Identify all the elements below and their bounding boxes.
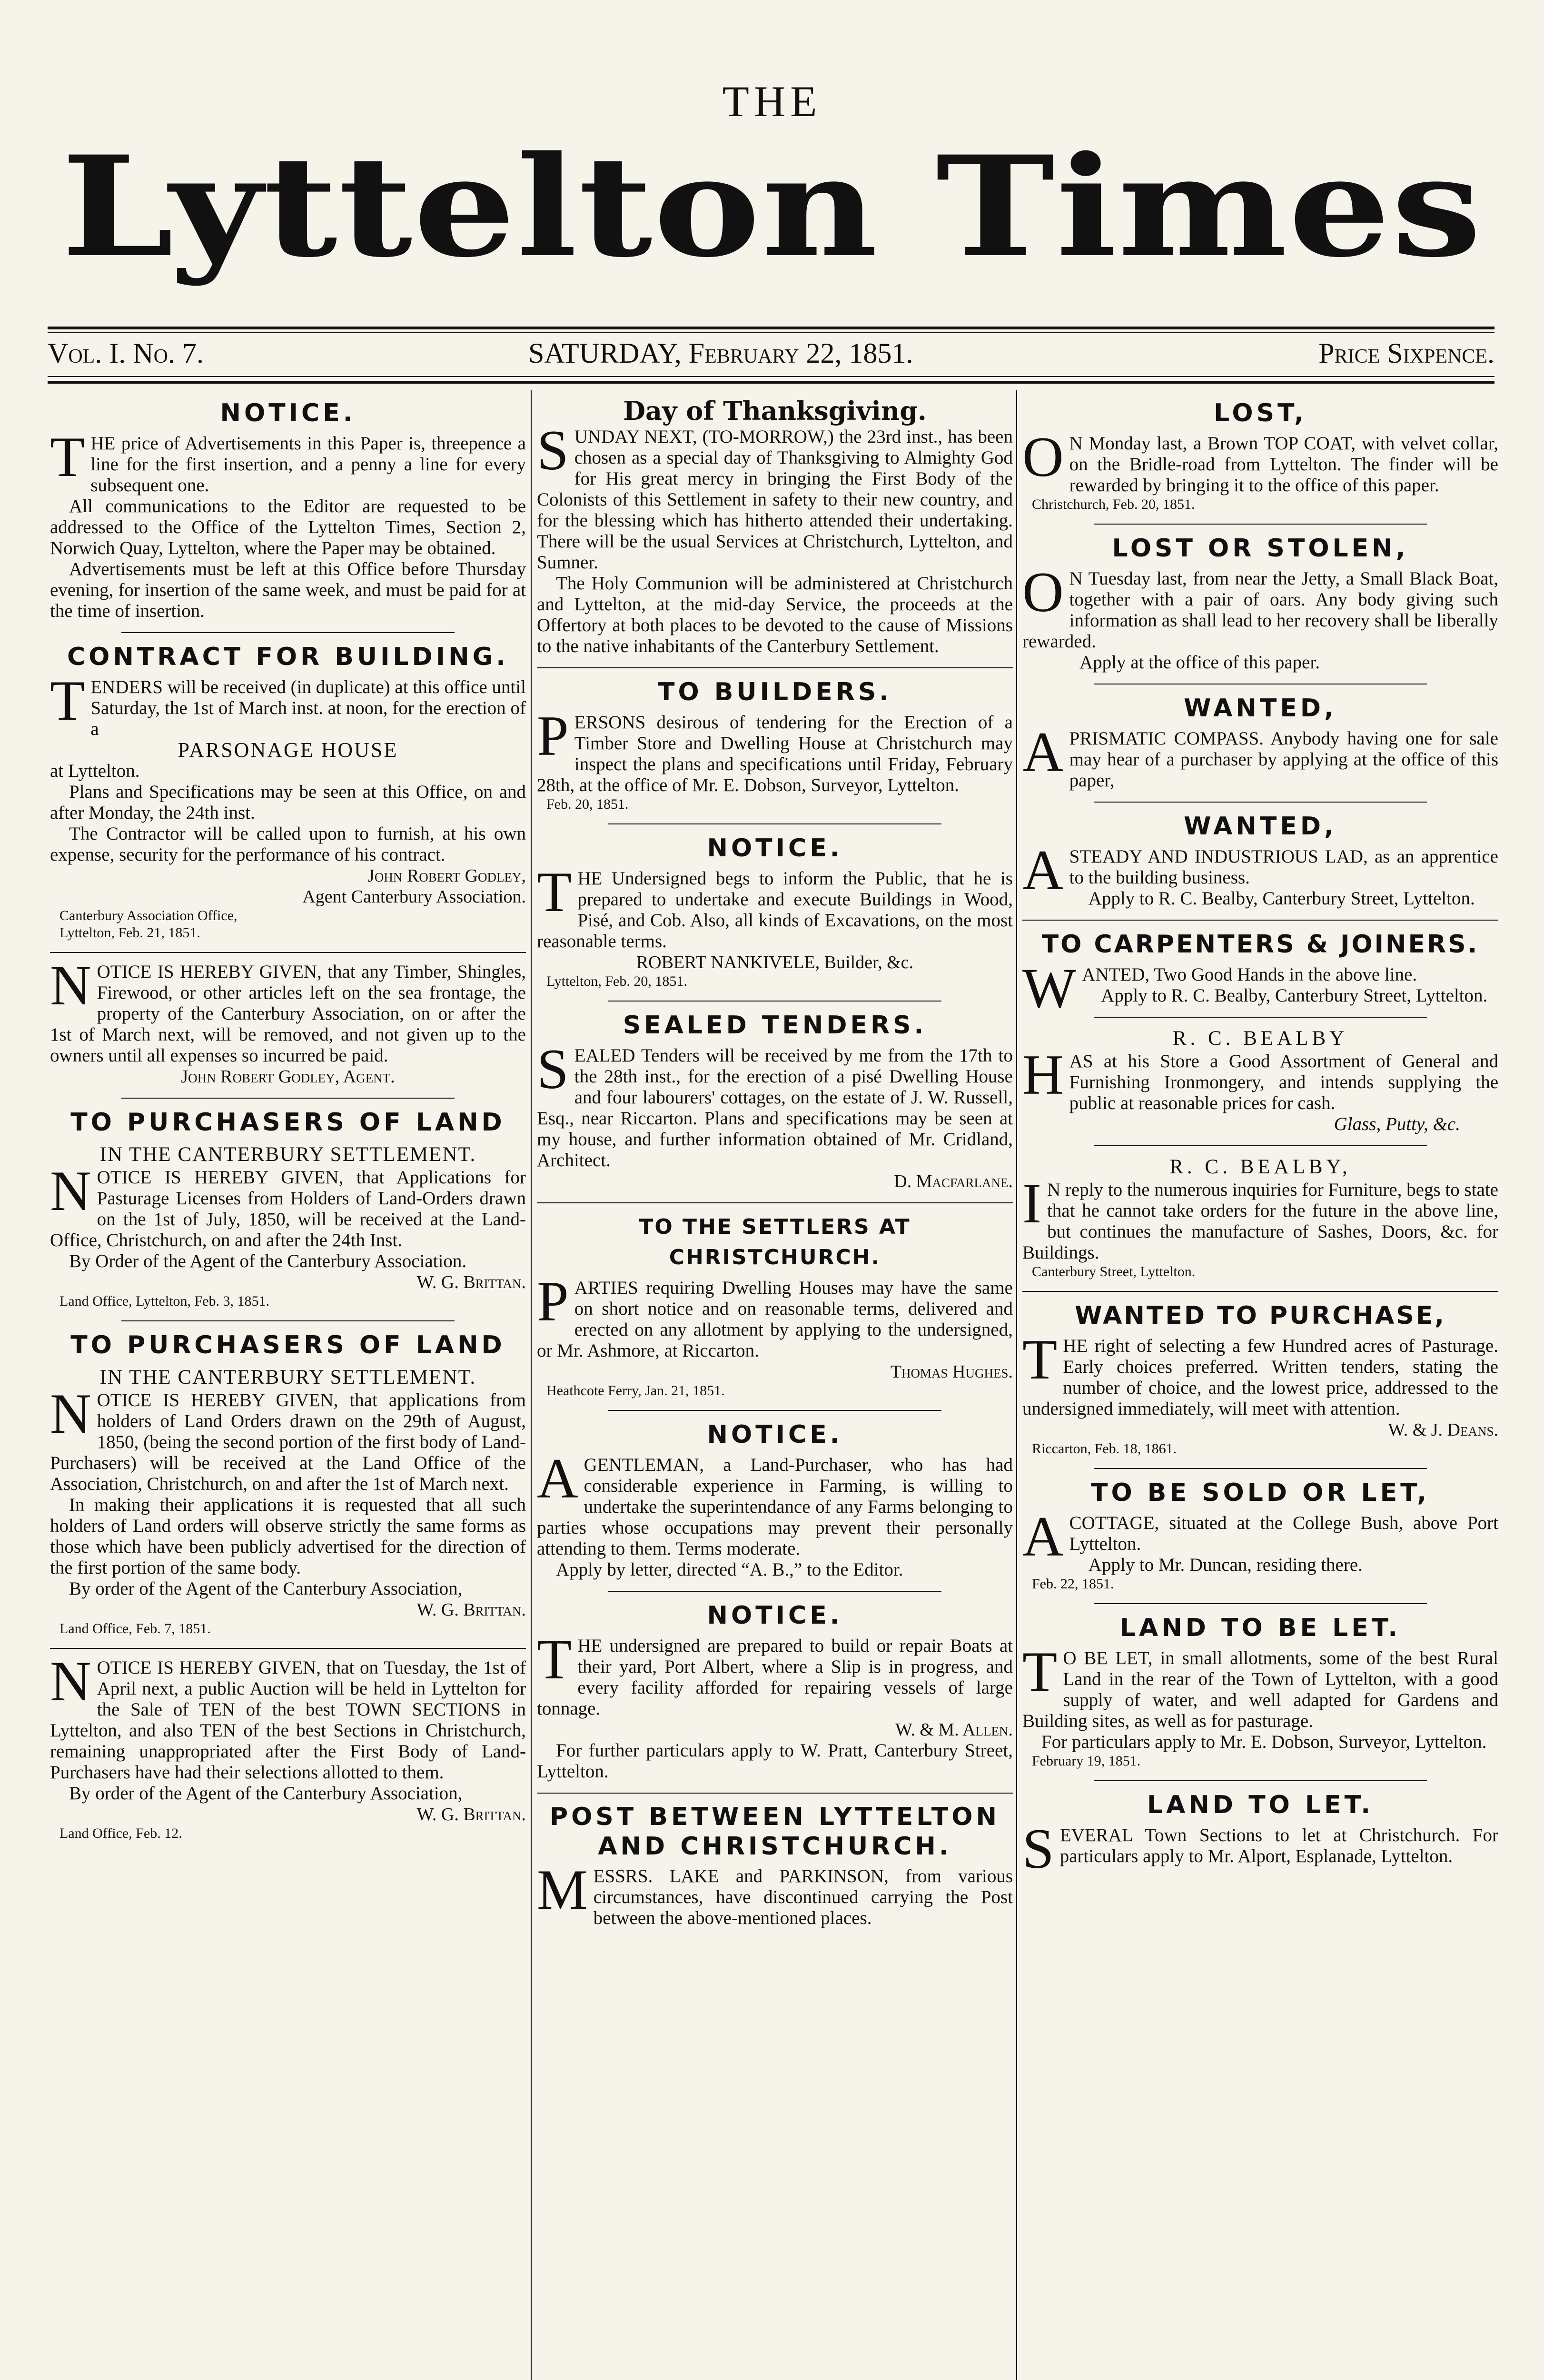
notice-thanksgiving: Day of Thanksgiving. SUNDAY NEXT, (TO-MORROW,) the 23rd inst., has been chosen as a special day of Thanksgiving to Almighty God for His great mercy in bringing the First Body of the Colonists of this Settlement in safety to their new country, and for the blessing which has hitherto attended their undertaking. There will be the usual Services at Christchurch, Lyttelton, and Sumner. The Holy Communion will be administered at Christchurch and Lyttelton, at the mid-day Service, the proceeds at the Offertory at both places to be devoted to the cause of Missions to the native inhabitants of the Canterbury Settlement. [537,396,1013,656]
notice-boats: NOTICE. THE undersigned are prepared to build or repair Boats at their yard, Port Albert, where a Slip is in progress, and every facility afforded for repairing vessels of large tonnage. W. & M. Allen. For further particulars apply to W. Pratt, Canterbury Street, Lyttelton. [537,1601,1013,1782]
notice-heading: WANTED, [1184,812,1337,841]
notice-heading: CONTRACT FOR BUILDING. [67,643,509,671]
notice-heading: NOTICE. [707,1601,843,1630]
notice-auction: NOTICE IS HEREBY GIVEN, that on Tuesday, the 1st of April next, a public Auction will be held in Lyttelton for the Sale of TEN of the best TOWN SECTIONS in Lyttelton, and also TEN of the best Sections in Christchurch, remaining unappropriated after the First Body of Land-Purchasers have had their selections allotted to them. By order of the Agent of the Canterbury Association, W. G. Brittan. Land Office, Feb. 12. [50,1649,526,1841]
notice-contract-building: CONTRACT FOR BUILDING. TENDERS will be received (in duplicate) at this office until Saturday, the 1st of March inst. at noon, for the erection of a PARSONAGE HOUSE at Lyttelton. Plans and Specifications may be seen at this Office, on and after Monday, the 24th inst. The Contractor will be called upon to furnish, at his own expense, security for the performance of his contract. John Robert Godley, Agent Canterbury Association. Canterbury Association Office, Lyttelton, Feb. 21, 1851. [50,643,526,941]
divider [1022,1291,1498,1292]
notice-heading: TO THE SETTLERS AT CHRISTCHURCH. [639,1215,911,1269]
column-2 [537,395,1013,2380]
price: Price Sixpence. [1318,337,1495,369]
notice-wanted-compass: WANTED, A PRISMATIC COMPASS. Anybody having one for sale may hear of a purchaser by applying at the office of this paper, [1022,694,1498,791]
notice-purchasers-land-2: TO PURCHASERS OF LAND IN THE CANTERBURY SETTLEMENT. NOTICE IS HEREBY GIVEN, that applications from holders of Land Orders drawn on the 29th of August, 1850, (being the second portion of the first body of Land-Purchasers) will be received at the Land Office of the Association, Christchurch, on and after the 1st of March next. In making their applications it is requested that all such holders of Land orders will observe strictly the same forms as those which have been publicly advertised for the direction of the first portion of the same body. By order of the Agent of the Canterbury Association, W. G. Brittan. Land Office, Feb. 7, 1851. [50,1331,526,1636]
notice-carpenters: TO CARPENTERS & JOINERS. WANTED, Two Good Hands in the above line. Apply to R. C. Bealby, Canterbury Street, Lyttelton. [1022,929,1498,1006]
notice-purchasers-land-1: TO PURCHASERS OF LAND IN THE CANTERBURY SETTLEMENT. NOTICE IS HEREBY GIVEN, that Applications for Pasturage Licenses from Holders of Land-Orders drawn on the 1st of July, 1850, will be received at the Land-Office, Christchurch, on and after the 24th Inst. By Order of the Agent of the Canterbury Association. W. G. Brittan. Land Office, Lyttelton, Feb. 3, 1851. [50,1108,526,1309]
masthead-rule [48,327,1495,329]
divider [50,1648,526,1649]
divider [121,1320,455,1321]
masthead-the: THE [722,77,822,126]
notice-sealed-tenders: SEALED TENDERS. SEALED Tenders will be received by me from the 17th to the 28th inst., for the erection of a pisé Dwelling House and four labourers' cottages, on the estate of J. W. Russell, Esq., near Riccarton. Plans and specifications may be seen at my house, and further information obtained of Mr. Cridland, Architect. D. Macfarlane. [537,1011,1013,1191]
divider [537,667,1013,668]
notice-wanted-purchase: WANTED TO PURCHASE, THE right of selecting a few Hundred acres of Pasturage. Early choices preferred. Written tenders, stating the number of choice, and the lowest price, addressed to the undersigned immediately, will meet with attention. W. & J. Deans. Riccarton, Feb. 18, 1861. [1022,1301,1498,1457]
notice-land-to-be-let: LAND TO BE LET. T O BE LET, in small allotments, some of the best Rural Land in the rear of the Town of Lyttelton, with a good supply of water, and well adapted for Gardens and Building sites, as well as for pasturage. For particulars apply to Mr. E. Dobson, Surveyor, Lyttelton. February 19, 1851. [1022,1614,1498,1769]
notice-lost-coat: LOST, O N Monday last, a Brown TOP COAT, with velvet collar, on the Bridle-road from Lyttelton. The finder will be rewarded by bringing it to the office of this paper. Christchurch, Feb. 20, 1851. [1022,399,1498,512]
notice-settlers-christchurch: TO THE SETTLERS AT CHRISTCHURCH. PARTIES requiring Dwelling Houses may have the same on short notice and on reasonable terms, delivered and erected on any allotment by applying to the undersigned, or Mr. Ashmore, at Riccarton. Thomas Hughes. Heathcote Ferry, Jan. 21, 1851. [537,1212,1013,1399]
notice-post: POST BETWEEN LYTTELTON AND CHRISTCHURCH. MESSRS. LAKE and PARKINSON, from various circumstances, have discontinued carrying the Post between the above-mentioned places. [537,1803,1013,1928]
divider [608,1591,941,1592]
divider [608,1001,941,1002]
dateline-rule-thick [48,381,1495,384]
masthead-rule-thin [48,332,1495,333]
divider [121,632,455,633]
notice-heading: WANTED TO PURCHASE, [1075,1301,1446,1330]
issue-date: SATURDAY, February 22, 1851. [528,337,913,369]
notice-heading: TO BUILDERS. [657,678,892,706]
notice-to-builders: TO BUILDERS. PERSONS desirous of tendering for the Erection of a Timber Store and Dwelling House at Christchurch may inspect the plans and specifications until Friday, February 28th, at the office of Mr. E. Dobson, Surveyor, Lyttelton. Feb. 20, 1851. [537,678,1013,812]
signature: John Robert Godley, [367,866,526,886]
column-1 [50,395,526,2380]
volume-number: Vol. I. No. 7. [48,337,204,369]
notice-heading: WANTED, [1184,694,1337,723]
divider [121,1098,455,1099]
divider [1094,1017,1427,1018]
column-rule [1016,390,1017,2380]
notice-nankivele: NOTICE. THE Undersigned begs to inform the Public, that he is prepared to undertake and execute Buildings in Wood, Pisé, and Cob. Also, all kinds of Excavations, on the most reasonable terms. ROBERT NANKIVELE, Builder, &c. Lyttelton, Feb. 20, 1851. [537,834,1013,989]
notice-wanted-lad: WANTED, A STEADY AND INDUSTRIOUS LAD, as an apprentice to the building business. Apply to R. C. Bealby, Canterbury Street, Lyttelton. [1022,812,1498,909]
notice-land-to-let: LAND TO LET. SEVERAL Town Sections to let at Christchurch. For particulars apply to Mr. Alport, Esplanade, Lyttelton. [1022,1791,1498,1880]
notice-heading: TO CARPENTERS & JOINERS. [1041,930,1479,959]
divider [1094,524,1427,525]
column-rule [531,390,532,2380]
notice-heading: LOST, [1214,399,1307,427]
divider [537,1202,1013,1203]
divider [1094,1603,1427,1604]
notice-heading: LOST OR STOLEN, [1112,534,1409,563]
notice-heading: Day of Thanksgiving. [623,396,927,426]
divider [608,823,941,824]
divider [537,1793,1013,1794]
notice-bealby-store: R. C. BEALBY HAS at his Store a Good Assortment of General and Furnishing Ironmongery, and intends supplying the public at reasonable prices for cash. Glass, Putty, &c. [1022,1027,1498,1134]
column-3 [1022,395,1498,2380]
masthead-title: Lyttelton Times [61,126,1483,288]
notice-heading: NOTICE. [220,399,356,427]
divider [1094,1468,1427,1469]
notice-lost-boat: LOST OR STOLEN, O N Tuesday last, from near the Jetty, a Small Black Boat, together with a pair of oars. Any body giving such information as shall lead to her recovery shall be liberally rewarded. Apply at the office of this paper. [1022,534,1498,673]
notice-heading: LAND TO LET. [1147,1791,1374,1819]
notice-heading: R. C. BEALBY, [1169,1156,1351,1178]
drop-cap: T [50,425,85,488]
notice-heading: LAND TO BE LET. [1119,1614,1401,1642]
dateline [48,337,1495,370]
notice-heading: TO PURCHASERS OF LAND [70,1108,505,1137]
notice-heading: SEALED TENDERS. [623,1011,927,1040]
notice-heading: R. C. BEALBY [1172,1027,1348,1050]
signature: John Robert Godley, Agent. [181,1067,395,1087]
divider [608,1410,941,1411]
notice-heading: POST BETWEEN LYTTELTON AND CHRISTCHURCH. [549,1803,1000,1861]
notice-heading: TO BE SOLD OR LET, [1091,1478,1430,1507]
divider [50,952,526,953]
divider [1022,920,1498,921]
divider [1094,1780,1427,1781]
notice-heading: NOTICE. [707,834,843,863]
notice-advertising: NOTICE. THE price of Advertisements in this Paper is, threepence a line for the first insertion, and a penny a line for every subsequent one. All communications to the Editor are requested to be addressed to the Office of the Lyttelton Times, Section 2, Norwich Quay, Lyttelton, where the Paper may be obtained. Advertisements must be left at this Office before Thursday evening, for insertion of the same week, and must be paid for at the time of insertion. [50,399,526,621]
notice-gentleman: NOTICE. A GENTLEMAN, a Land-Purchaser, who has had considerable experience in Farming, is willing to undertake the superintendance of any Farms belonging to parties whose occupations may prevent their personally attending to them. Terms moderate. Apply by letter, directed “A. B.,” to the Editor. [537,1420,1013,1580]
notice-cottage: TO BE SOLD OR LET, A COTTAGE, situated at the College Bush, above Port Lyttelton. Apply to Mr. Duncan, residing there. Feb. 22, 1851. [1022,1478,1498,1592]
parsonage-house: PARSONAGE HOUSE [178,738,398,762]
divider [1094,802,1427,803]
notice-timber: NOTICE IS HEREBY GIVEN, that any Timber, Shingles, Firewood, or other articles left on the sea frontage, the property of the Canterbury Association, on or after the 1st of March next, will be removed, and not given up to the owners until all expenses so incurred be paid. John Robert Godley, Agent. [50,953,526,1087]
notice-heading: TO PURCHASERS OF LAND [70,1331,505,1359]
dateline-rule [48,376,1495,377]
notice-bealby-furniture: R. C. BEALBY, I N reply to the numerous inquiries for Furniture, begs to state that he cannot take orders for the future in the above line, but continues the manufacture of Sashes, Doors, &c. for Buildings. Canterbury Street, Lyttelton. [1022,1156,1498,1279]
signature-title: Agent Canterbury Association. [302,887,526,907]
notice-heading: NOTICE. [707,1420,843,1449]
divider [1094,1145,1427,1146]
